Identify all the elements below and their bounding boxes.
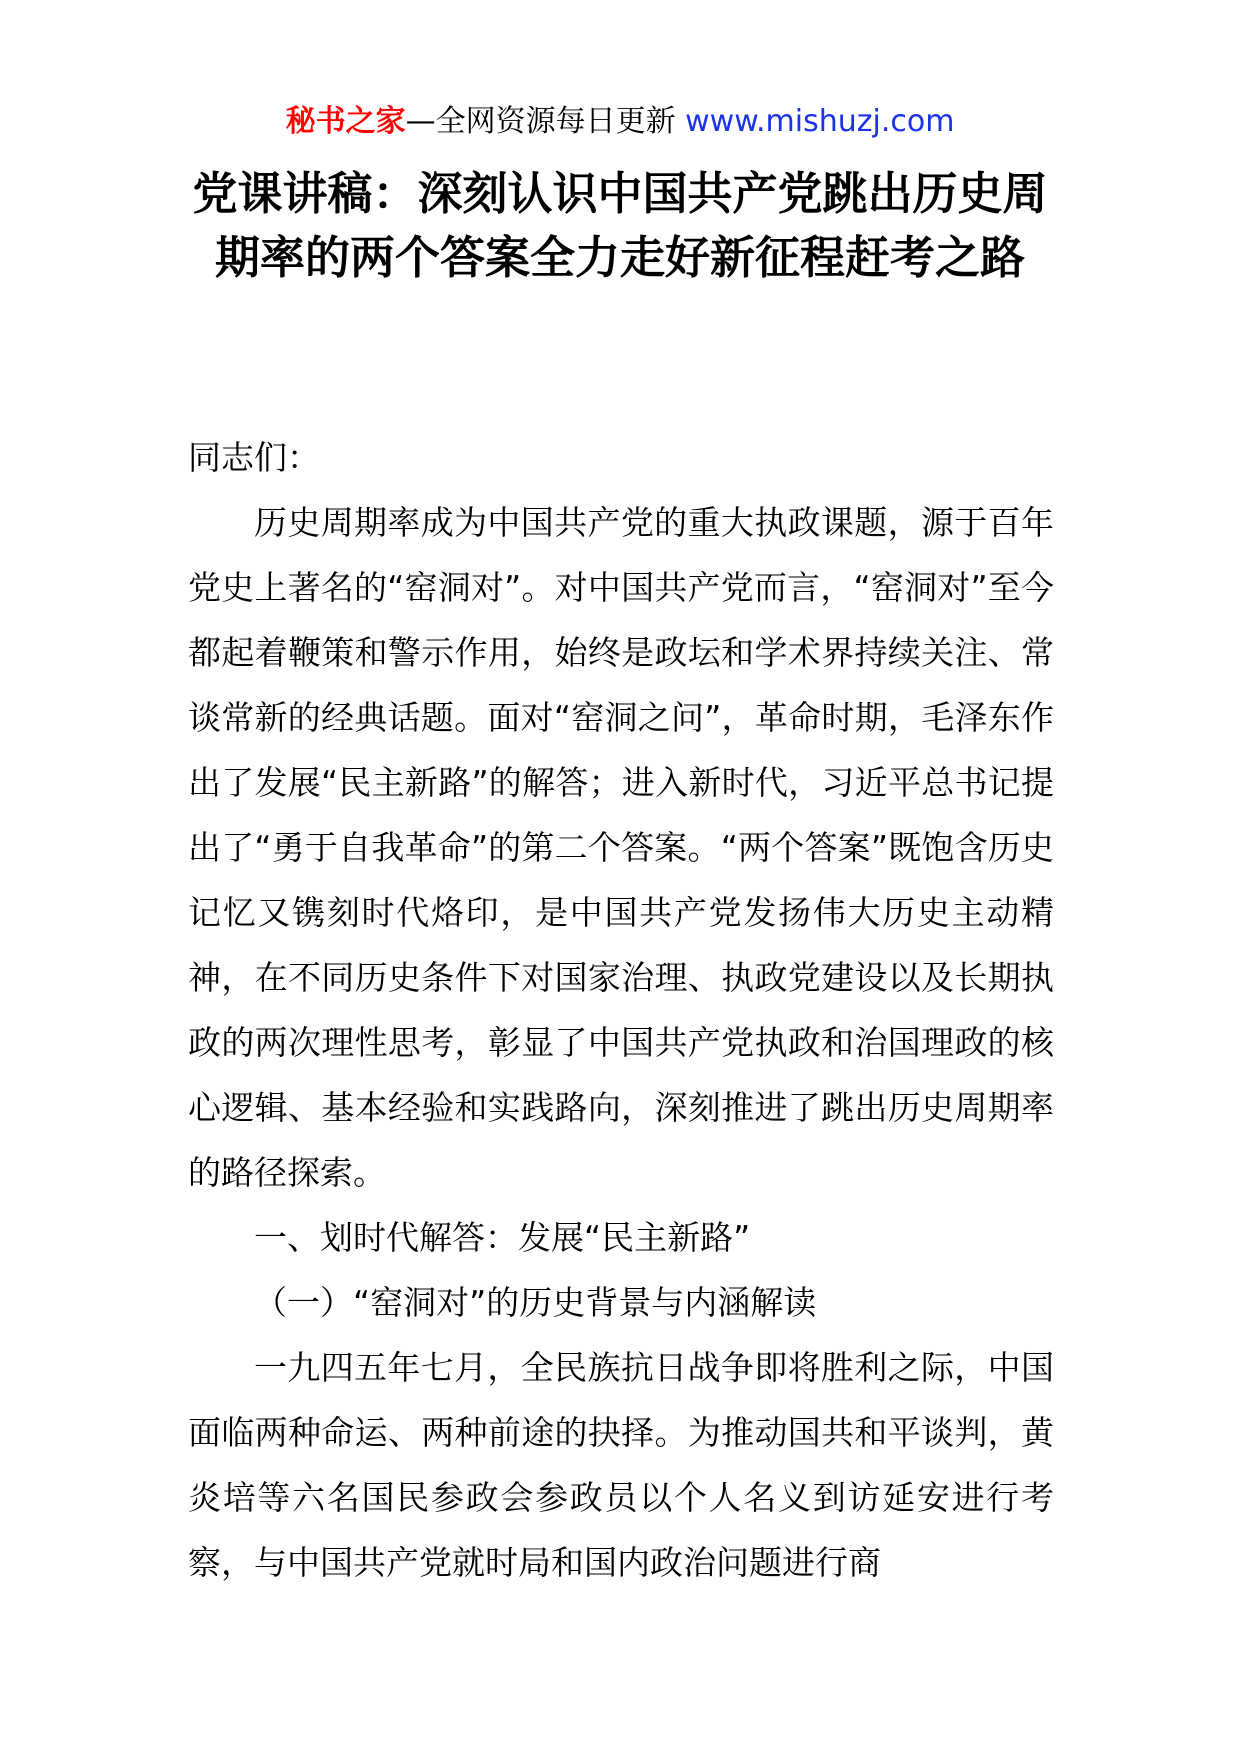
body-paragraph: 一九四五年七月，全民族抗日战争即将胜利之际，中国面临两种命运、两种前途的抉择。为推动国共和平谈判，黄炎培等六名国民参政会参政员以个人名义到访延安进行考察，与中国共产党就时局和国内政治问题进行商 (188, 1348, 1054, 1582)
site-header (0, 100, 1240, 144)
document-body (188, 425, 1054, 1595)
site-url-link[interactable]: www.mishuzj.com (685, 104, 955, 139)
section-heading: 一、划时代解答：发展“民主新路” (254, 1218, 751, 1257)
intro-paragraph: 历史周期率成为中国共产党的重大执政课题，源于百年党史上著名的“窑洞对”。对中国共产党而言，“窑洞对”至今都起着鞭策和警示作用，始终是政坛和学术界持续关注、常谈常新的经典话题。面对“窑洞之问”，革命时期，毛泽东作出了发展“民主新路”的解答；进入新时代，习近平总书记提出了“勇于自我革命”的第二个答案。“两个答案”既饱含历史记忆又镌刻时代烙印，是中国共产党发扬伟大历史主动精神，在不同历史条件下对国家治理、执政党建设以及长期执政的两次理性思考，彰显了中国共产党执政和治国理政的核心逻辑、基本经验和实践路向，深刻推进了跳出历史周期率的路径探索。 (188, 503, 1054, 1192)
header-slogan: —全网资源每日更新 (405, 104, 676, 139)
document-title: 党课讲稿：深刻认识中国共产党跳出历史周期率的两个答案全力走好新征程赶考之路 (192, 167, 1048, 284)
subsection-heading: （一）“窑洞对”的历史背景与内涵解读 (254, 1283, 817, 1322)
salutation: 同志们： (188, 438, 320, 477)
brand-name: 秘书之家 (285, 104, 406, 139)
